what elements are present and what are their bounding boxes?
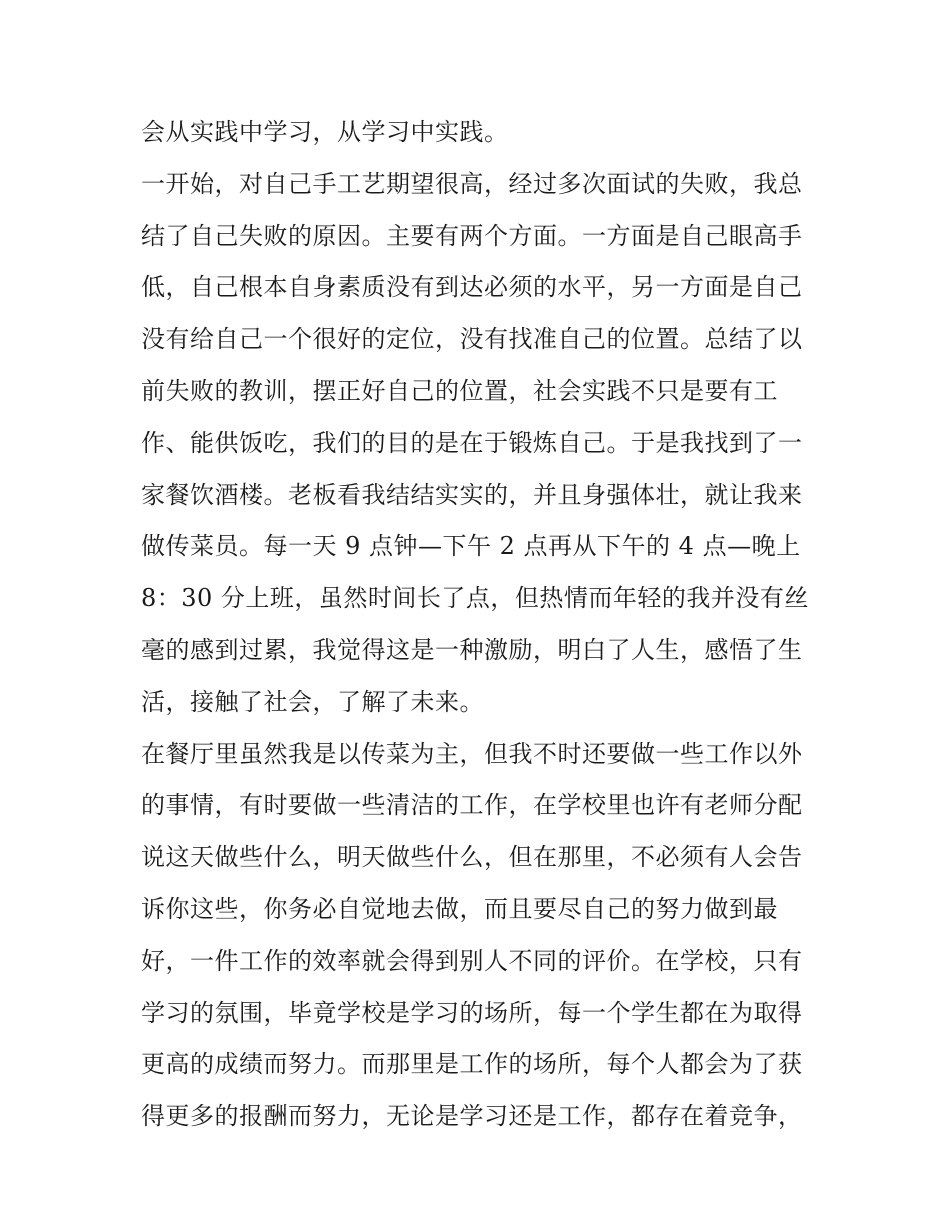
text-line: 做传菜员。每一天 9 点钟—下午 2 点再从下午的 4 点—晚上 bbox=[141, 532, 801, 561]
text-line: 得更多的报酬而努力，无论是学习还是工作，都存在着竞争， bbox=[141, 1102, 803, 1131]
text-line: 低，自己根本自身素质没有到达必须的水平，另一方面是自己 bbox=[141, 273, 803, 302]
text-line: 8：30 分上班，虽然时间长了点，但热情而年轻的我并没有丝 bbox=[141, 584, 809, 613]
text-line: 没有给自己一个很好的定位，没有找准自己的位置。总结了以 bbox=[141, 325, 803, 354]
text-line: 的事情，有时要做一些清洁的工作，在学校里也许有老师分配 bbox=[141, 791, 803, 820]
text-line: 好，一件工作的效率就会得到别人不同的评价。在学校，只有 bbox=[141, 946, 803, 975]
text-line: 前失败的教训，摆正好自己的位置，社会实践不只是要有工 bbox=[141, 376, 778, 405]
text-line: 说这天做些什么，明天做些什么，但在那里，不必须有人会告 bbox=[141, 843, 803, 872]
text-line: 诉你这些，你务必自觉地去做，而且要尽自己的努力做到最 bbox=[141, 894, 778, 923]
body-text bbox=[141, 107, 821, 1143]
text-line: 会从实践中学习，从学习中实践。 bbox=[141, 118, 509, 146]
text-line: 一开始，对自己手工艺期望很高，经过多次面试的失败，我总 bbox=[141, 169, 803, 198]
text-line: 毫的感到过累，我觉得这是一种激励，明白了人生，感悟了生 bbox=[141, 635, 803, 664]
text-line: 活，接触了社会，了解了未来。 bbox=[141, 687, 484, 716]
text-line: 作、能供饭吃，我们的目的是在于锻炼自己。于是我找到了一 bbox=[141, 428, 803, 457]
text-line: 家餐饮酒楼。老板看我结结实实的，并且身强体壮，就让我来 bbox=[141, 480, 803, 509]
text-line: 结了自己失败的原因。主要有两个方面。一方面是自己眼高手 bbox=[141, 221, 803, 250]
text-line: 在餐厅里虽然我是以传菜为主，但我不时还要做一些工作以外 bbox=[141, 739, 803, 768]
text-line: 更高的成绩而努力。而那里是工作的场所，每个人都会为了获 bbox=[141, 1050, 803, 1079]
text-line: 学习的氛围，毕竟学校是学习的场所，每一个学生都在为取得 bbox=[141, 998, 803, 1027]
